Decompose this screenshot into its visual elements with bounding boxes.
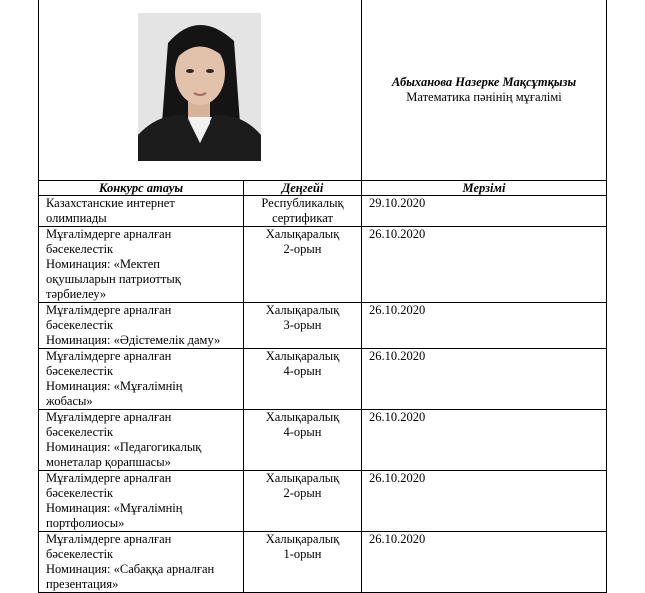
level-line: Халықаралық	[265, 303, 340, 317]
teacher-photo	[138, 13, 261, 161]
teacher-name: Абыханова Назерке Мақсұтқызы	[391, 75, 577, 89]
contest-line: Номинация: «Әдістемелік даму»	[46, 333, 221, 347]
contest-line: Номинация: «Мұғалімнің	[46, 379, 183, 393]
level-cell	[244, 410, 362, 471]
table-row	[39, 196, 607, 227]
contest-cell	[39, 227, 244, 303]
contest-line: бәсекелестік	[46, 486, 114, 500]
table-header-row	[39, 181, 607, 196]
level-cell	[244, 349, 362, 410]
photo-cell	[39, 0, 362, 181]
contest-line: Мұғалімдерге арналған	[46, 303, 172, 317]
header-date: Мерзімі	[362, 181, 607, 196]
table-row	[39, 349, 607, 410]
contest-line: Мұғалімдерге арналған	[46, 471, 172, 485]
header-level: Деңгейі	[244, 181, 362, 196]
date-cell: 26.10.2020	[362, 532, 607, 593]
contest-line: бәсекелестік	[46, 242, 114, 256]
contest-line: бәсекелестік	[46, 364, 114, 378]
contest-line: монеталар қорапшасы»	[46, 455, 171, 469]
contest-line: портфолиосы»	[46, 516, 125, 530]
teacher-subject: Математика пәнінің мұғалімі	[406, 90, 562, 104]
awards-table	[38, 0, 607, 593]
contest-cell	[39, 349, 244, 410]
date-cell: 29.10.2020	[362, 196, 607, 227]
level-line: Халықаралық	[265, 471, 340, 485]
level-line: 4-орын	[283, 425, 322, 439]
contest-line: бәсекелестік	[46, 318, 114, 332]
contest-line: бәсекелестік	[46, 547, 114, 561]
level-line: Республикалық	[261, 196, 344, 210]
level-cell	[244, 471, 362, 532]
level-cell	[244, 303, 362, 349]
contest-line: Мұғалімдерге арналған	[46, 410, 172, 424]
profile-row	[39, 0, 607, 181]
contest-line: оқушыларын патриоттық	[46, 272, 181, 286]
date-cell: 26.10.2020	[362, 303, 607, 349]
contest-line: Номинация: «Мұғалімнің	[46, 501, 183, 515]
contest-line: Номинация: «Педагогикалық	[46, 440, 202, 454]
level-line: 1-орын	[283, 547, 322, 561]
level-line: 4-орын	[283, 364, 322, 378]
contest-line: Мұғалімдерге арналған	[46, 349, 172, 363]
contest-line: бәсекелестік	[46, 425, 114, 439]
contest-line: Казахстанские интернет	[46, 196, 175, 210]
level-line: Халықаралық	[265, 532, 340, 546]
level-line: 3-орын	[283, 318, 322, 332]
level-line: Халықаралық	[265, 227, 340, 241]
contest-line: Мұғалімдерге арналған	[46, 227, 172, 241]
contest-line: тәрбиелеу»	[46, 287, 107, 301]
document-page	[38, 0, 606, 593]
level-line: сертификат	[272, 211, 333, 225]
date-cell: 26.10.2020	[362, 349, 607, 410]
teacher-info-cell	[362, 0, 607, 181]
contest-line: жобасы»	[46, 394, 93, 408]
contest-cell	[39, 471, 244, 532]
contest-cell	[39, 532, 244, 593]
contest-line: Мұғалімдерге арналған	[46, 532, 172, 546]
table-row	[39, 532, 607, 593]
contest-line: олимпиады	[46, 211, 107, 225]
level-line: Халықаралық	[265, 410, 340, 424]
contest-cell	[39, 303, 244, 349]
level-line: Халықаралық	[265, 349, 340, 363]
contest-cell	[39, 196, 244, 227]
date-cell: 26.10.2020	[362, 410, 607, 471]
date-cell: 26.10.2020	[362, 227, 607, 303]
level-line: 2-орын	[283, 486, 322, 500]
level-cell	[244, 532, 362, 593]
table-row	[39, 303, 607, 349]
table-row	[39, 471, 607, 532]
contest-line: Номинация: «Сабаққа арналған	[46, 562, 215, 576]
header-contest: Конкурс атауы	[39, 181, 244, 196]
date-cell: 26.10.2020	[362, 471, 607, 532]
contest-line: презентация»	[46, 577, 119, 591]
level-line: 2-орын	[283, 242, 322, 256]
table-row	[39, 410, 607, 471]
level-cell	[244, 196, 362, 227]
contest-line: Номинация: «Мектеп	[46, 257, 160, 271]
contest-cell	[39, 410, 244, 471]
level-cell	[244, 227, 362, 303]
table-row	[39, 227, 607, 303]
